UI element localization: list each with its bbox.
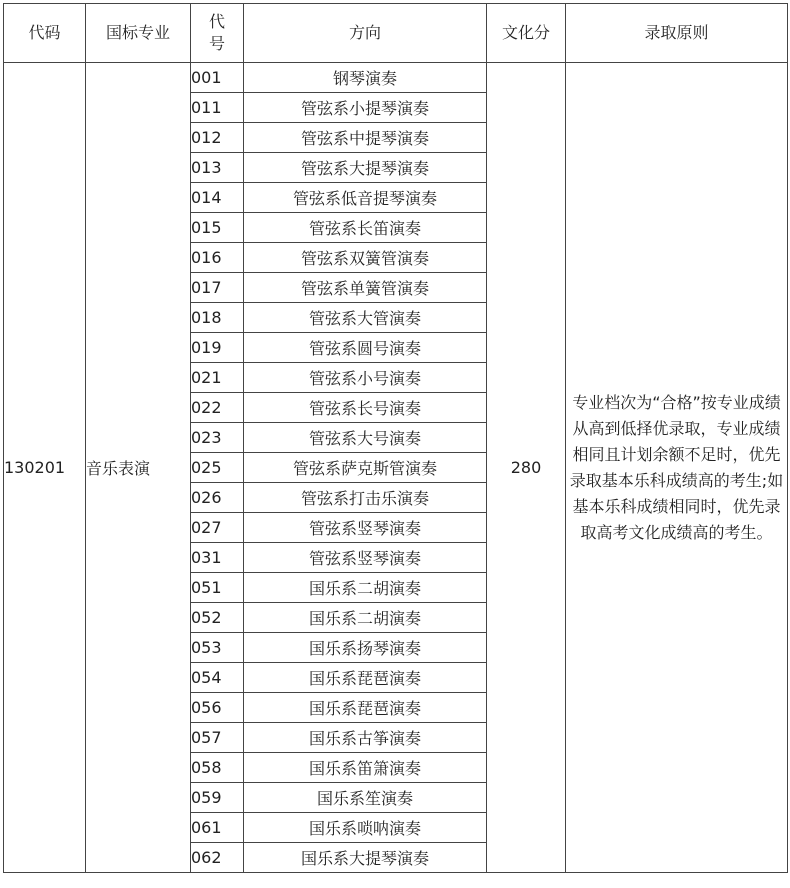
direction-name-cell: 管弦系大号演奏 — [244, 423, 487, 453]
header-row — [4, 4, 788, 63]
direction-name-cell: 国乐系琵琶演奏 — [244, 663, 487, 693]
direction-name-cell: 国乐系笛箫演奏 — [244, 753, 487, 783]
header-culture-score: 文化分 — [487, 4, 566, 63]
direction-name-cell: 国乐系二胡演奏 — [244, 603, 487, 633]
header-code: 代码 — [4, 4, 86, 63]
table-body — [4, 63, 788, 873]
direction-code-cell: 021 — [191, 363, 244, 393]
direction-code-cell: 017 — [191, 273, 244, 303]
direction-code-cell: 031 — [191, 543, 244, 573]
direction-code-cell: 023 — [191, 423, 244, 453]
direction-name-cell: 国乐系大提琴演奏 — [244, 843, 487, 873]
direction-code-cell: 018 — [191, 303, 244, 333]
direction-code-cell: 012 — [191, 123, 244, 153]
direction-name-cell: 国乐系琵琶演奏 — [244, 693, 487, 723]
culture-score-cell: 280 — [487, 63, 566, 873]
direction-name-cell: 管弦系单簧管演奏 — [244, 273, 487, 303]
direction-code-cell: 013 — [191, 153, 244, 183]
direction-code-cell: 053 — [191, 633, 244, 663]
direction-name-cell: 国乐系扬琴演奏 — [244, 633, 487, 663]
direction-code-cell: 052 — [191, 603, 244, 633]
direction-code-cell: 056 — [191, 693, 244, 723]
direction-code-cell: 001 — [191, 63, 244, 93]
direction-name-cell: 国乐系古筝演奏 — [244, 723, 487, 753]
direction-name-cell: 管弦系竖琴演奏 — [244, 513, 487, 543]
direction-name-cell: 管弦系大管演奏 — [244, 303, 487, 333]
direction-name-cell: 管弦系大提琴演奏 — [244, 153, 487, 183]
header-subcode — [191, 4, 244, 63]
direction-name-cell: 管弦系小提琴演奏 — [244, 93, 487, 123]
direction-name-cell: 管弦系中提琴演奏 — [244, 123, 487, 153]
direction-name-cell: 国乐系二胡演奏 — [244, 573, 487, 603]
direction-code-cell: 019 — [191, 333, 244, 363]
direction-code-cell: 014 — [191, 183, 244, 213]
header-major: 国标专业 — [86, 4, 191, 63]
major-name-cell: 音乐表演 — [86, 63, 191, 873]
direction-name-cell: 管弦系低音提琴演奏 — [244, 183, 487, 213]
direction-code-cell: 062 — [191, 843, 244, 873]
direction-name-cell: 国乐系唢呐演奏 — [244, 813, 487, 843]
direction-code-cell: 051 — [191, 573, 244, 603]
direction-name-cell: 管弦系圆号演奏 — [244, 333, 487, 363]
direction-name-cell: 管弦系小号演奏 — [244, 363, 487, 393]
admission-table — [3, 3, 788, 873]
direction-code-cell: 061 — [191, 813, 244, 843]
direction-name-cell: 管弦系竖琴演奏 — [244, 543, 487, 573]
direction-code-cell: 025 — [191, 453, 244, 483]
table-row — [4, 63, 788, 93]
direction-code-cell: 026 — [191, 483, 244, 513]
direction-code-cell: 059 — [191, 783, 244, 813]
direction-name-cell: 管弦系萨克斯管演奏 — [244, 453, 487, 483]
direction-name-cell: 管弦系长号演奏 — [244, 393, 487, 423]
direction-code-cell: 015 — [191, 213, 244, 243]
admission-principle-cell: 专业档次为“合格”按专业成绩从高到低择优录取，专业成绩相同且计划余额不足时，优先录取基本乐科成绩高的考生;如基本乐科成绩相同时，优先录取高考文化成绩高的考生。 — [566, 63, 788, 873]
direction-code-cell: 022 — [191, 393, 244, 423]
direction-code-cell: 011 — [191, 93, 244, 123]
header-direction: 方向 — [244, 4, 487, 63]
header-subcode-text: 代号 — [209, 12, 226, 53]
direction-code-cell: 057 — [191, 723, 244, 753]
direction-name-cell: 管弦系长笛演奏 — [244, 213, 487, 243]
direction-code-cell: 027 — [191, 513, 244, 543]
direction-code-cell: 054 — [191, 663, 244, 693]
direction-code-cell: 058 — [191, 753, 244, 783]
header-principle: 录取原则 — [566, 4, 788, 63]
direction-code-cell: 016 — [191, 243, 244, 273]
direction-name-cell: 国乐系笙演奏 — [244, 783, 487, 813]
direction-name-cell: 管弦系双簧管演奏 — [244, 243, 487, 273]
direction-name-cell: 管弦系打击乐演奏 — [244, 483, 487, 513]
major-code-cell: 130201 — [4, 63, 86, 873]
direction-name-cell: 钢琴演奏 — [244, 63, 487, 93]
